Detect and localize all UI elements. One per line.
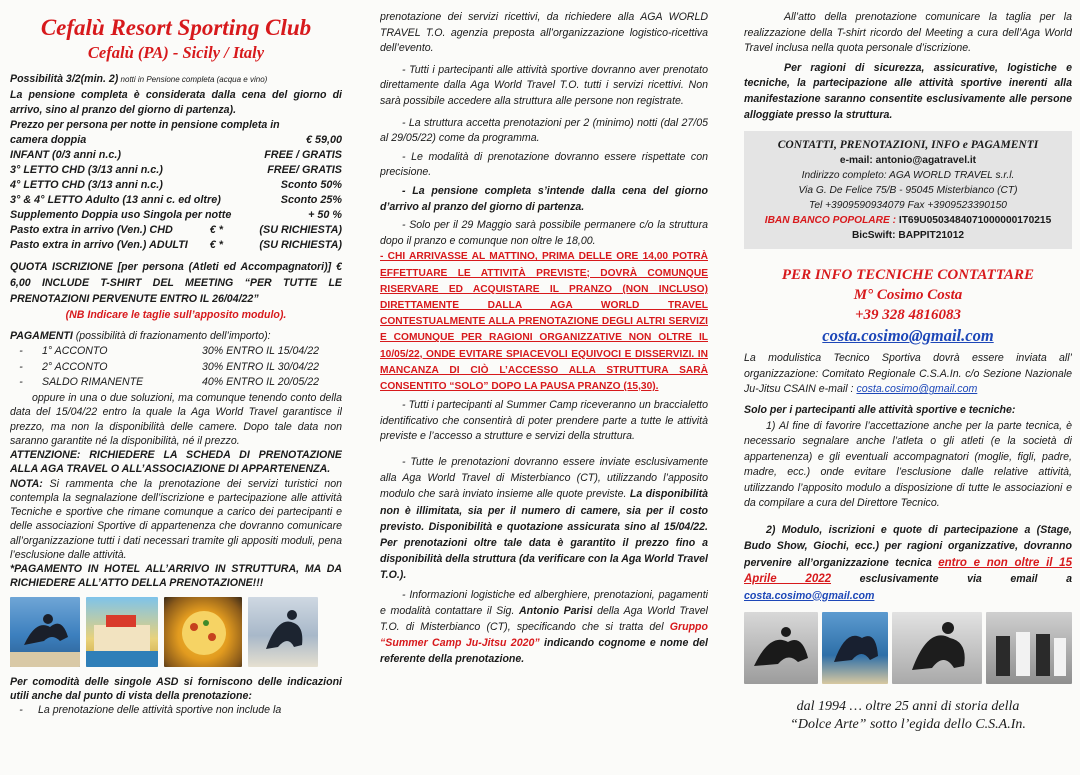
nota-note: NOTA: Si rammenta che la prenotazione dei servizi turistici non contempla la segnalazione dell’iscrizione e partecipazione alle attività Tecniche e sportive che rimane comunque a carico dei partecipanti e delle associazioni Sportive di appartenenza che dovranno comunicare all’organizzazione tutti i dati necessari tramite gli appositi moduli, pena l’esclusione dalle attività. bbox=[10, 477, 342, 561]
info-name: M° Cosimo Costa bbox=[853, 287, 963, 304]
quota-iscrizione: QUOTA ISCRIZIONE [per persona (Atleti ed Accompagnatori)] € 6,00 INCLUDE T-SHIRT DEL MEETING “PER TUTTE LE PRENOTAZIONI PERVENUTE ENTRO IL 26/04/22” bbox=[10, 260, 342, 305]
prezzo-intro: Prezzo per persona per notte in pensione completa in bbox=[10, 118, 280, 131]
c3-tshirt-note: All’atto della prenotazione comunicare la taglia per la realizzazione della T-shirt ricordo del Meeting a cura dell’Aga World Travel inclusa nella quota personale d’iscrizione. bbox=[744, 11, 1072, 55]
contact-phone: Tel +3909590934079 Fax +3909523390150 bbox=[809, 200, 1007, 212]
contact-email[interactable]: e-mail: antonio@agatravel.it bbox=[839, 155, 977, 167]
contact-title: CONTATTI, PRENOTAZIONI, INFO e PAGAMENTI bbox=[777, 139, 1039, 152]
price-row: 4° LETTO CHD (3/13 anni n.c.) Sconto 50% bbox=[10, 178, 342, 191]
acconto-row: - SALDO RIMANENTE 40% ENTRO IL 20/05/22 bbox=[19, 376, 319, 389]
color-jujitsu-photo bbox=[822, 612, 888, 684]
price-row: 3° & 4° LETTO Adulto (13 anni c. ed oltre) Sconto 25% bbox=[10, 193, 342, 206]
photo-strip-right bbox=[744, 612, 1072, 684]
punto-2-email-link[interactable]: costa.cosimo@gmail.com bbox=[744, 589, 875, 602]
c2-paragraph-5: - La pensione completa s’intende dalla cena del giorno d’arrivo al pranzo del giorno di partenza. bbox=[380, 184, 708, 213]
column-left bbox=[10, 0, 342, 775]
contact-iban: IBAN BANCO POPOLARE : IT69U0503484071000000170215 bbox=[764, 215, 1052, 227]
pagamenti-heading: PAGAMENTI (possibilità di frazionamento dell’importo): bbox=[10, 329, 271, 342]
c2-paragraph-8: - Tutti i partecipanti al Summer Camp riceveranno un braccialetto identificativo che consentirà di poter prendere parte a tutte le attività previste e l’accesso a strutture e servizi della struttura. bbox=[380, 399, 708, 443]
c2-paragraph-10: - Informazioni logistiche ed alberghiere, prenotazioni, pagamenti e modalità contattare il Sig. Antonio Parisi della Aga World Travel T.O. di Misterbianco (CT), specificando che si tratta del Gruppo “Summer Camp Ju-Jitsu 2020” indicando cognome e nome del referente della prenotazione. bbox=[380, 588, 708, 666]
contact-bic: BicSwift: BAPPIT21012 bbox=[851, 230, 965, 242]
bw-group-photo bbox=[986, 612, 1072, 684]
pagamento-hotel-note: *PAGAMENTO IN HOTEL ALL’ARRIVO IN STRUTTURA, MA DA RICHIEDERE ALL’ATTO DELLA PRENOTAZIONE!!! bbox=[10, 562, 342, 590]
column-middle bbox=[380, 0, 708, 775]
modulistica-email-link[interactable]: costa.cosimo@gmail.com bbox=[856, 383, 978, 396]
info-phone: +39 328 4816083 bbox=[854, 307, 962, 324]
info-title: PER INFO TECNICHE CONTATTARE bbox=[781, 267, 1035, 284]
jujitsu-throw-photo bbox=[248, 597, 318, 667]
acconto-row: - 2° ACCONTO 30% ENTRO IL 30/04/22 bbox=[19, 360, 319, 373]
c2-paragraph-6: - Solo per il 29 Maggio sarà possibile permanere c/o la struttura dopo il pranzo e comunque non oltre le 18,00. bbox=[380, 219, 708, 247]
pensione-note: La pensione completa è considerata dalla cena del giorno di arrivo, sino al pranzo del giorno di partenza). bbox=[10, 88, 342, 116]
possibilita-line: Possibilità 3/2(min. 2) notti in Pensione completa (acqua e vino) bbox=[10, 73, 268, 85]
contact-address: Indirizzo completo: AGA WORLD TRAVEL s.r.l. bbox=[801, 170, 1015, 182]
acconto-row: - 1° ACCONTO 30% ENTRO IL 15/04/22 bbox=[19, 345, 319, 358]
c2-paragraph-4: - Le modalità di prenotazione dovranno essere rispettate con precisione. bbox=[380, 150, 708, 179]
price-list bbox=[10, 148, 342, 253]
footer-line-1: dal 1994 … oltre 25 anni di storia della bbox=[796, 699, 1020, 715]
bw-jujitsu-photo-1 bbox=[744, 612, 818, 684]
price-row: camera doppia € 59,00 bbox=[10, 133, 342, 146]
resort-title: Cefalù Resort Sporting Club bbox=[40, 15, 312, 40]
photo-strip-left bbox=[10, 597, 342, 667]
resort-photo bbox=[86, 597, 158, 667]
contact-box bbox=[744, 131, 1072, 249]
nb-taglie: (NB Indicare le taglie sull’apposito modulo). bbox=[65, 308, 287, 321]
c2-paragraph-3: - La struttura accetta prenotazioni per 2 (minimo) notti (dal 27/05 al 29/05/22) come da programma. bbox=[380, 116, 708, 145]
modulistica-note: La modulistica Tecnico Sportiva dovrà essere inviata all’ organizzazione: Comitato Regionale C.S.A.In. c/o Sezione Nazionale Ju-Jitsu CSAIN e-mail : costa.cosimo@gmail.com bbox=[744, 352, 1072, 396]
c2-paragraph-9: - Tutte le prenotazioni dovranno essere inviate esclusivamente alla Aga World Travel di Misterbianco (CT), utilizzando l’apposito modulo che sarà inviato insieme alle quote previste. La disponibilità non è illimitata, sia per il numero di camere, sia per il costo previsto. Disponibilità e quotazione assicurata sino al 15/04/22. Per prenotazioni oltre tale data è garantito il prezzo fino a disponibilità della struttura (da verificare con la Aga World Travel T.O.). bbox=[380, 455, 708, 582]
c2-paragraph-2: - Tutti i partecipanti alle attività sportive dovranno aver prenotato direttamente dalla Aga World Travel T.O. tutti i servizi ricettivi. Non sarà possibile accedere alla struttura alle persone non registrate. bbox=[380, 63, 708, 107]
resort-subtitle: Cefalù (PA) - Sicily / Italy bbox=[87, 43, 265, 62]
price-row: Supplemento Doppia uso Singola per notte + 50 % bbox=[10, 208, 342, 221]
c2-warning-red: - CHI ARRIVASSE AL MATTINO, PRIMA DELLE ORE 14,00 POTRÀ EFFETTUARE LE ATTIVITÀ PREVISTE; DOVRÀ COMUNQUE RISERVARE ED ACQUISTARE IL PRANZO (NON INCLUSO) DIRETTAMENTE DALLA AGA WORLD TRAVEL CONTESTUALMENTE ALLA PRENOTAZIONE DEGLI ALTRI SERVIZI E COMUNQUE PER RAGIONI ORGANIZZATIVE NON OLTRE IL 10/05/22, ONDE EVITARE SPIACEVOLI EQUIVOCI E DISSERVIZI. IN MANCANZA DI CIÒ L’ACCESSO ALLA STRUTTURA SARÀ CONSENTITO “SOLO” DOPO LA PAUSA PRANZO (15,30). bbox=[380, 251, 708, 392]
solo-partecipanti: Solo per i partecipanti alle attività sportive e tecniche: bbox=[744, 403, 1016, 416]
last-line: - La prenotazione delle attività sportive non include la bbox=[19, 703, 282, 716]
pasta-dish-photo bbox=[164, 597, 242, 667]
info-email-link[interactable]: costa.cosimo@gmail.com bbox=[822, 326, 994, 346]
price-row: Pasto extra in arrivo (Ven.) ADULTI € * (SU RICHIESTA) bbox=[10, 238, 342, 251]
oppure-note: oppure in una o due soluzioni, ma comunque tenendo conto della data del 15/04/22 entro la quale la Aga World Travel garantisce il prezzo, ma non la disponibilità delle camere. Dopo tale data non saranno garantite né la disponibilità, né il prezzo. bbox=[10, 391, 342, 447]
price-row: INFANT (0/3 anni n.c.) FREE / GRATIS bbox=[10, 148, 342, 161]
footer-line-2: “Dolce Arte” sotto l’egida dello C.S.A.In. bbox=[790, 717, 1026, 733]
contact-street: Via G. De Felice 75/B - 95045 Misterbianco (CT) bbox=[798, 185, 1018, 197]
c2-paragraph-1: prenotazione dei servizi ricettivi, da richiedere alla AGA WORLD TRAVEL T.O. agenzia preposta all’organizzazione logistico-ricettiva dell’evento. bbox=[380, 11, 708, 55]
jujitsu-beach-photo bbox=[10, 597, 80, 667]
punto-1: 1) Al fine di favorire l’accettazione anche per la parte tecnica, è necessario segnalare anche l’atleta o gli atleti (e la società di appartenenza) e gli eventuali accompagnatori (moglie, figli, padre, madre, ecc.) onde evitare l’esclusione dalle relative attività, utilizzando l’apposito modulo a disposizione di tutte le associazioni e da compilare a cura del Direttore Tecnico. bbox=[744, 419, 1072, 510]
price-row: Pasto extra in arrivo (Ven.) CHD € * (SU RICHIESTA) bbox=[10, 223, 342, 236]
column-right bbox=[744, 0, 1072, 775]
punto-2: 2) Modulo, iscrizioni e quote di partecipazione a (Stage, Budo Show, Giochi, ecc.) per ragioni organizzative, dovranno pervenire all’organizzazione tecnica entro e non oltre il 15 Aprile 2022 esclusivamente via email a costa.cosimo@gmail.com bbox=[744, 523, 1072, 602]
comodita-note: Per comodità delle singole ASD si forniscono delle indicazioni utili anche dal punto di vista della prenotazione: bbox=[10, 675, 342, 702]
attenzione-note: ATTENZIONE: RICHIEDERE LA SCHEDA DI PRENOTAZIONE ALLA AGA TRAVEL O ALL’ASSOCIAZIONE DI APPARTENENZA. bbox=[10, 449, 342, 476]
c3-sicurezza-note: Per ragioni di sicurezza, assicurative, logistiche e tecniche, la partecipazione alle attività sportive inerenti alla manifestazione saranno consentite esclusivamente alle persone alloggiate presso la struttura. bbox=[744, 61, 1072, 121]
price-row: 3° LETTO CHD (3/13 anni n.c.) FREE/ GRATIS bbox=[10, 163, 342, 176]
acconti-list bbox=[10, 344, 342, 391]
bw-jujitsu-photo-2 bbox=[892, 612, 982, 684]
